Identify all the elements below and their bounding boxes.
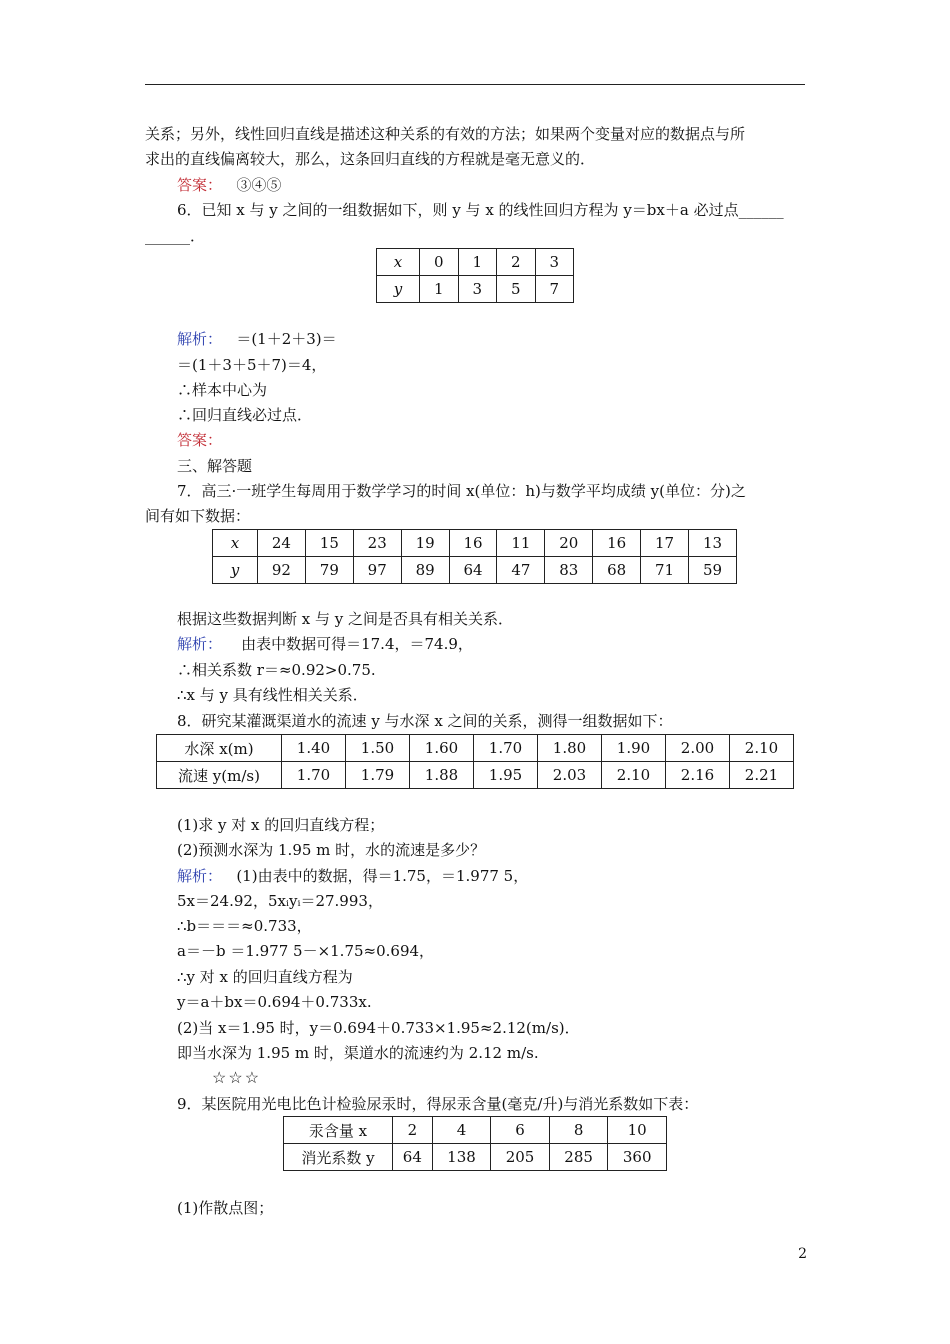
table-cell: 23 xyxy=(353,530,401,557)
answer-value: ③④⑤ xyxy=(236,176,282,194)
stars-divider: ☆☆☆ xyxy=(212,1068,262,1087)
table-cell: 7 xyxy=(535,276,574,303)
table-cell: 13 xyxy=(689,530,737,557)
paragraph-line: 求出的直线偏离较大，那么，这条回归直线的方程就是毫无意义的． xyxy=(145,150,596,168)
table-cell: 64 xyxy=(449,557,497,584)
solution-label: 解析： xyxy=(177,867,223,885)
table-row xyxy=(377,276,574,303)
table-cell: 19 xyxy=(401,530,449,557)
table-cell: 1 xyxy=(458,249,497,276)
table-cell: 205 xyxy=(491,1144,550,1171)
question-6-cont: ______． xyxy=(145,227,206,245)
table-cell: 17 xyxy=(641,530,689,557)
solution-line: 即当水深为 1.95 m 时，渠道水的流速约为 2.12 m/s. xyxy=(177,1044,539,1062)
solution-line: ∴样本中心为 xyxy=(177,381,268,399)
solution-label: 解析： xyxy=(177,330,223,348)
question-8: 8．研究某灌溉渠道水的流速 y 与水深 x 之间的关系，测得一组数据如下： xyxy=(177,712,673,730)
paragraph-line: 关系；另外，线性回归直线是描述这种关系的有效的方法；如果两个变量对应的数据点与所 xyxy=(145,125,746,143)
question-8-part2: (2)预测水深为 1.95 m 时，水的流速是多少？ xyxy=(177,841,486,859)
header-rule xyxy=(145,84,805,85)
table-cell: 97 xyxy=(353,557,401,584)
table-cell: 0 xyxy=(420,249,459,276)
table-q7 xyxy=(212,529,737,584)
solution-text: ＝(1＋2＋3)＝ xyxy=(236,330,337,348)
table-cell: 64 xyxy=(393,1144,433,1171)
table-cell: 138 xyxy=(432,1144,491,1171)
table-cell: 1.95 xyxy=(474,762,538,789)
table-cell: 1.70 xyxy=(282,762,346,789)
solution-line: a＝－b ＝1.977 5－×1.75≈0.694， xyxy=(177,942,435,960)
solution-line: ∴x 与 y 具有线性相关关系． xyxy=(177,686,368,704)
solution-line: (2)当 x＝1.95 时，y＝0.694＋0.733×1.95≈2.12(m/s)． xyxy=(177,1019,580,1037)
table-q9 xyxy=(283,1116,667,1171)
table-cell: y xyxy=(213,557,258,584)
question-7: 7．高三·一班学生每周用于数学学习的时间 x(单位：h)与数学平均成绩 y(单位：分)之 xyxy=(177,482,746,500)
table-cell: 10 xyxy=(608,1117,667,1144)
solution-6 xyxy=(177,329,337,349)
solution-line: 5x＝24.92，5xᵢyᵢ＝27.993， xyxy=(177,892,383,910)
solution-line: ∴b＝＝＝≈0.733， xyxy=(177,917,312,935)
table-cell: 2.03 xyxy=(538,762,602,789)
solution-text: (1)由表中的数据，得＝1.75，＝1.977 5， xyxy=(236,867,529,885)
table-row xyxy=(377,249,574,276)
table-cell: 24 xyxy=(258,530,306,557)
table-cell: 水深 x(m) xyxy=(157,735,282,762)
table-row xyxy=(157,762,794,789)
section-heading: 三、解答题 xyxy=(177,457,253,475)
table-row xyxy=(284,1144,667,1171)
table-cell: 1.79 xyxy=(346,762,410,789)
table-cell: 83 xyxy=(545,557,593,584)
solution-line: ∴相关系数 r＝≈0.92>0.75. xyxy=(177,661,376,679)
table-cell: 3 xyxy=(535,249,574,276)
table-cell: 1 xyxy=(420,276,459,303)
table-cell: 1.88 xyxy=(410,762,474,789)
solution-7 xyxy=(177,634,473,654)
answer-label: 答案： xyxy=(177,431,223,449)
table-cell: 6 xyxy=(491,1117,550,1144)
table-cell: 流速 y(m/s) xyxy=(157,762,282,789)
solution-label: 解析： xyxy=(177,635,223,653)
table-cell: 3 xyxy=(458,276,497,303)
question-7-ask: 根据这些数据判断 x 与 y 之间是否具有相关关系． xyxy=(177,610,514,628)
table-cell: 消光系数 y xyxy=(284,1144,393,1171)
table-cell: 4 xyxy=(432,1117,491,1144)
table-cell: 8 xyxy=(549,1117,608,1144)
table-row xyxy=(213,557,737,584)
table-row xyxy=(213,530,737,557)
solution-line: ∴回归直线必过点． xyxy=(177,406,313,424)
table-cell: 16 xyxy=(449,530,497,557)
table-cell: 11 xyxy=(497,530,545,557)
table-cell: 2 xyxy=(497,249,536,276)
table-cell: 285 xyxy=(549,1144,608,1171)
table-cell: 汞含量 x xyxy=(284,1117,393,1144)
table-cell: 360 xyxy=(608,1144,667,1171)
question-9-part1: (1)作散点图； xyxy=(177,1199,274,1217)
table-cell: 5 xyxy=(497,276,536,303)
solution-line: ∴y 对 x 的回归直线方程为 xyxy=(177,968,353,986)
question-6: 6．已知 x 与 y 之间的一组数据如下，则 y 与 x 的线性回归方程为 y＝bx＋a 必过点______ xyxy=(177,201,784,219)
question-7-cont: 间有如下数据： xyxy=(145,507,251,525)
table-cell: 1.40 xyxy=(282,735,346,762)
solution-line: ＝(1＋3＋5＋7)＝4， xyxy=(177,356,327,374)
solution-text: 由表中数据可得＝17.4，＝74.9， xyxy=(241,635,473,653)
table-q6 xyxy=(376,248,574,303)
table-cell: 2 xyxy=(393,1117,433,1144)
table-cell: 1.80 xyxy=(538,735,602,762)
table-cell: 15 xyxy=(305,530,353,557)
table-cell: x xyxy=(377,249,420,276)
table-cell: 2.10 xyxy=(730,735,794,762)
table-cell: 68 xyxy=(593,557,641,584)
solution-8 xyxy=(177,866,528,886)
table-cell: 16 xyxy=(593,530,641,557)
table-cell: 47 xyxy=(497,557,545,584)
solution-line: y＝a＋bx＝0.694＋0.733x. xyxy=(177,993,372,1011)
table-cell: 59 xyxy=(689,557,737,584)
table-cell: 2.00 xyxy=(666,735,730,762)
table-cell: 1.50 xyxy=(346,735,410,762)
table-cell: 79 xyxy=(305,557,353,584)
table-cell: 1.70 xyxy=(474,735,538,762)
table-cell: 2.10 xyxy=(602,762,666,789)
question-9: 9．某医院用光电比色计检验尿汞时，得尿汞含量(毫克/升)与消光系数如下表： xyxy=(177,1095,699,1113)
table-q8 xyxy=(156,734,794,789)
table-cell: 89 xyxy=(401,557,449,584)
page-number: 2 xyxy=(798,1246,807,1262)
table-cell: 20 xyxy=(545,530,593,557)
table-cell: y xyxy=(377,276,420,303)
table-cell: 2.21 xyxy=(730,762,794,789)
answer-label: 答案： xyxy=(177,176,223,194)
table-row xyxy=(284,1117,667,1144)
table-cell: 1.60 xyxy=(410,735,474,762)
table-row xyxy=(157,735,794,762)
table-cell: 92 xyxy=(258,557,306,584)
table-cell: 71 xyxy=(641,557,689,584)
table-cell: x xyxy=(213,530,258,557)
table-cell: 1.90 xyxy=(602,735,666,762)
answer-5 xyxy=(177,175,281,195)
question-8-part1: (1)求 y 对 x 的回归直线方程； xyxy=(177,816,385,834)
table-cell: 2.16 xyxy=(666,762,730,789)
